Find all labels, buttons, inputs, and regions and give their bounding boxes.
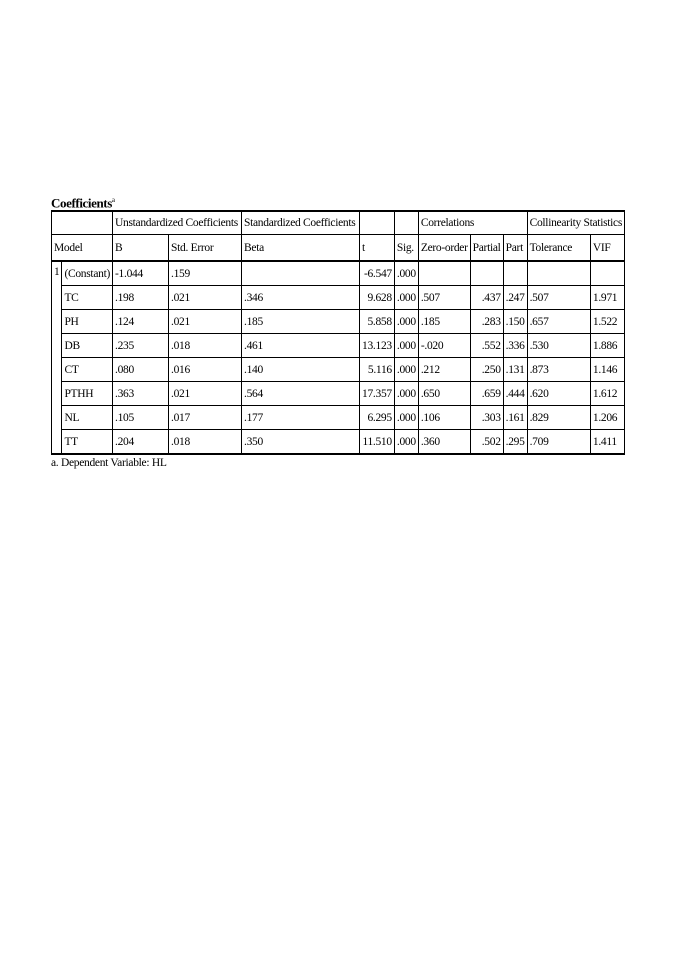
- cell-sig: .000: [394, 310, 418, 334]
- cell-b: .105: [113, 406, 169, 430]
- cell-vif: 1.522: [590, 310, 624, 334]
- cell-vif: 1.146: [590, 358, 624, 382]
- col-header-beta: Beta: [242, 235, 360, 262]
- group-header-collinearity: Collinearity Statistics: [527, 211, 624, 235]
- cell-tolerance: .657: [527, 310, 590, 334]
- cell-b: -1.044: [113, 261, 169, 286]
- cell-part: .131: [503, 358, 527, 382]
- cell-std-error: .016: [169, 358, 242, 382]
- title-superscript: a: [111, 196, 115, 204]
- cell-b: .363: [113, 382, 169, 406]
- cell-part: [503, 261, 527, 286]
- cell-vif: 1.612: [590, 382, 624, 406]
- table-row: [52, 382, 625, 406]
- col-header-part: Part: [503, 235, 527, 262]
- cell-b: .235: [113, 334, 169, 358]
- cell-beta: .564: [242, 382, 360, 406]
- coefficients-table: [51, 210, 625, 455]
- cell-beta: [242, 261, 360, 286]
- cell-t: 9.628: [360, 286, 395, 310]
- cell-part: .336: [503, 334, 527, 358]
- col-header-b: B: [113, 235, 169, 262]
- cell-std-error: .021: [169, 286, 242, 310]
- cell-b: .080: [113, 358, 169, 382]
- group-header-row: [52, 211, 625, 235]
- cell-b: .124: [113, 310, 169, 334]
- cell-vif: 1.971: [590, 286, 624, 310]
- cell-beta: .140: [242, 358, 360, 382]
- cell-t: 5.116: [360, 358, 395, 382]
- column-header-row: [52, 235, 625, 262]
- cell-tolerance: .873: [527, 358, 590, 382]
- table-row: [52, 261, 625, 286]
- cell-tolerance: .507: [527, 286, 590, 310]
- table-row: [52, 334, 625, 358]
- cell-vif: [590, 261, 624, 286]
- cell-t: 11.510: [360, 430, 395, 455]
- cell-beta: .185: [242, 310, 360, 334]
- col-header-model: Model: [52, 235, 113, 262]
- header-blank-t: [360, 211, 395, 235]
- cell-t: 13.123: [360, 334, 395, 358]
- col-header-zero-order: Zero-order: [418, 235, 470, 262]
- cell-std-error: .021: [169, 310, 242, 334]
- table-row: [52, 358, 625, 382]
- row-name-cell: (Constant): [62, 261, 113, 286]
- row-name-cell: PTHH: [62, 382, 113, 406]
- cell-vif: 1.411: [590, 430, 624, 455]
- cell-zero-order: .650: [418, 382, 470, 406]
- cell-beta: .461: [242, 334, 360, 358]
- cell-partial: .502: [470, 430, 503, 455]
- cell-b: .204: [113, 430, 169, 455]
- coefficients-document: [51, 192, 625, 469]
- cell-partial: [470, 261, 503, 286]
- cell-partial: .283: [470, 310, 503, 334]
- table-row: [52, 406, 625, 430]
- cell-partial: .552: [470, 334, 503, 358]
- cell-tolerance: .709: [527, 430, 590, 455]
- cell-std-error: .159: [169, 261, 242, 286]
- row-name-cell: TC: [62, 286, 113, 310]
- cell-part: .295: [503, 430, 527, 455]
- cell-beta: .346: [242, 286, 360, 310]
- row-name-cell: PH: [62, 310, 113, 334]
- cell-partial: .659: [470, 382, 503, 406]
- cell-t: -6.547: [360, 261, 395, 286]
- cell-vif: 1.206: [590, 406, 624, 430]
- cell-zero-order: .106: [418, 406, 470, 430]
- cell-part: .247: [503, 286, 527, 310]
- table-title: [51, 192, 625, 210]
- col-header-tolerance: Tolerance: [527, 235, 590, 262]
- cell-beta: .177: [242, 406, 360, 430]
- cell-tolerance: .620: [527, 382, 590, 406]
- cell-std-error: .017: [169, 406, 242, 430]
- cell-t: 5.858: [360, 310, 395, 334]
- cell-b: .198: [113, 286, 169, 310]
- group-header-standardized: Standardized Coefficients: [242, 211, 360, 235]
- row-name-cell: NL: [62, 406, 113, 430]
- header-blank-model: [52, 211, 113, 235]
- col-header-t: t: [360, 235, 395, 262]
- cell-zero-order: .185: [418, 310, 470, 334]
- cell-partial: .437: [470, 286, 503, 310]
- cell-tolerance: .829: [527, 406, 590, 430]
- cell-partial: .250: [470, 358, 503, 382]
- cell-sig: .000: [394, 358, 418, 382]
- cell-t: 17.357: [360, 382, 395, 406]
- row-name-cell: DB: [62, 334, 113, 358]
- table-row: [52, 286, 625, 310]
- title-text: Coefficients: [51, 195, 112, 211]
- cell-zero-order: -.020: [418, 334, 470, 358]
- cell-tolerance: .530: [527, 334, 590, 358]
- group-header-unstandardized: Unstandardized Coefficients: [113, 211, 242, 235]
- col-header-partial: Partial: [470, 235, 503, 262]
- col-header-std-error: Std. Error: [169, 235, 242, 262]
- cell-beta: .350: [242, 430, 360, 455]
- table-footnote: a. Dependent Variable: HL: [51, 457, 167, 469]
- cell-partial: .303: [470, 406, 503, 430]
- row-name-cell: CT: [62, 358, 113, 382]
- cell-sig: .000: [394, 286, 418, 310]
- model-number-cell: 1: [52, 261, 62, 454]
- cell-std-error: .018: [169, 430, 242, 455]
- cell-t: 6.295: [360, 406, 395, 430]
- cell-zero-order: .360: [418, 430, 470, 455]
- row-name-cell: TT: [62, 430, 113, 455]
- cell-zero-order: [418, 261, 470, 286]
- cell-std-error: .021: [169, 382, 242, 406]
- col-header-vif: VIF: [590, 235, 624, 262]
- cell-std-error: .018: [169, 334, 242, 358]
- cell-sig: .000: [394, 406, 418, 430]
- cell-sig: .000: [394, 261, 418, 286]
- header-blank-sig: [394, 211, 418, 235]
- cell-part: .150: [503, 310, 527, 334]
- cell-part: .161: [503, 406, 527, 430]
- group-header-correlations: Correlations: [418, 211, 527, 235]
- cell-sig: .000: [394, 334, 418, 358]
- cell-sig: .000: [394, 382, 418, 406]
- table-row: [52, 430, 625, 455]
- col-header-sig: Sig.: [394, 235, 418, 262]
- cell-tolerance: [527, 261, 590, 286]
- cell-sig: .000: [394, 430, 418, 455]
- cell-zero-order: .212: [418, 358, 470, 382]
- table-body: [52, 211, 625, 454]
- table-row: [52, 310, 625, 334]
- cell-part: .444: [503, 382, 527, 406]
- cell-zero-order: .507: [418, 286, 470, 310]
- cell-vif: 1.886: [590, 334, 624, 358]
